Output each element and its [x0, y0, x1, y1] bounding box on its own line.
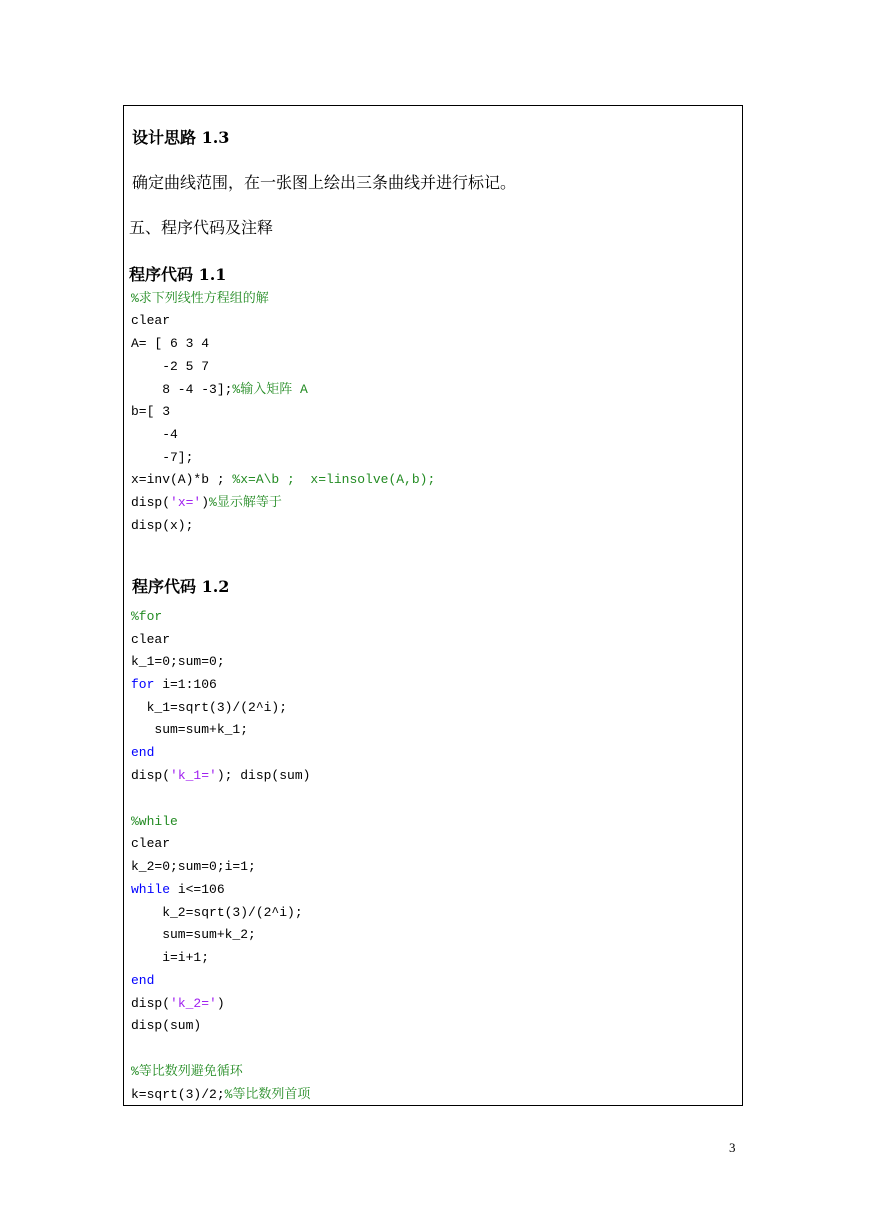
code-line: clear: [131, 836, 171, 851]
content-frame: [123, 105, 743, 1106]
code-line: %等比数列避免循环: [131, 1064, 243, 1079]
section-heading: 五、程序代码及注释: [129, 218, 274, 237]
code-text: disp(: [131, 996, 171, 1011]
code-line: sum=sum+k_1;: [131, 722, 249, 737]
code-line: -2 5 7: [131, 359, 210, 374]
page-number: 3: [729, 1140, 736, 1155]
code-line: disp(sum): [131, 1018, 202, 1033]
code-line: %求下列线性方程组的解: [131, 291, 269, 306]
code-line: [131, 996, 225, 1012]
code-keyword: for: [131, 677, 155, 692]
code-string: 'k_2=': [170, 996, 217, 1011]
code-line: [131, 1087, 310, 1103]
code-comment: %输入矩阵 A: [232, 382, 308, 397]
code-line: k_1=0;sum=0;: [131, 654, 225, 669]
code-line: [131, 882, 225, 898]
code-line: A= [ 6 3 4: [131, 336, 210, 351]
code-text: ): [216, 996, 225, 1011]
code-text: disp(: [131, 495, 171, 510]
heading-design-idea: 设计思路 1.3: [132, 128, 230, 147]
code-keyword: while: [131, 882, 171, 897]
code-string: 'k_1=': [170, 768, 217, 783]
design-text: 确定曲线范围，在一张图上绘出三条曲线并进行标记。: [132, 173, 517, 192]
code-line: [131, 677, 217, 693]
code-line: %while: [131, 814, 178, 829]
code-line: [131, 768, 310, 784]
heading-code-1-1: 程序代码 1.1: [129, 265, 227, 284]
code-line: b=[ 3: [131, 404, 171, 419]
code-comment: %等比数列首项: [224, 1087, 311, 1102]
code-text: ); disp(sum): [216, 768, 311, 783]
code-comment: %显示解等于: [209, 495, 282, 510]
code-line: [131, 382, 308, 398]
code-line: end: [131, 745, 155, 760]
code-line: sum=sum+k_2;: [131, 927, 256, 942]
code-line: end: [131, 973, 155, 988]
heading-code-1-2: 程序代码 1.2: [132, 577, 230, 596]
code-line: clear: [131, 632, 171, 647]
code-text: i<=106: [170, 882, 225, 897]
code-comment: %x=A\b ; x=linsolve(A,b);: [232, 472, 436, 487]
code-line: -4: [131, 427, 178, 442]
code-text: ): [201, 495, 210, 510]
code-line: %for: [131, 609, 163, 624]
code-text: 8 -4 -3];: [131, 382, 233, 397]
code-string: 'x=': [170, 495, 202, 510]
code-line: disp(x);: [131, 518, 194, 533]
code-text: i=1:106: [154, 677, 217, 692]
code-line: [131, 495, 282, 511]
code-line: i=i+1;: [131, 950, 210, 965]
code-line: k_2=0;sum=0;i=1;: [131, 859, 256, 874]
code-text: x=inv(A)*b ;: [131, 472, 233, 487]
code-line: clear: [131, 313, 171, 328]
code-text: k=sqrt(3)/2;: [131, 1087, 225, 1102]
code-line: k_2=sqrt(3)/(2^i);: [131, 905, 303, 920]
code-line: k_1=sqrt(3)/(2^i);: [131, 700, 288, 715]
code-line: -7];: [131, 450, 194, 465]
code-line: [131, 472, 435, 488]
code-text: disp(: [131, 768, 171, 783]
